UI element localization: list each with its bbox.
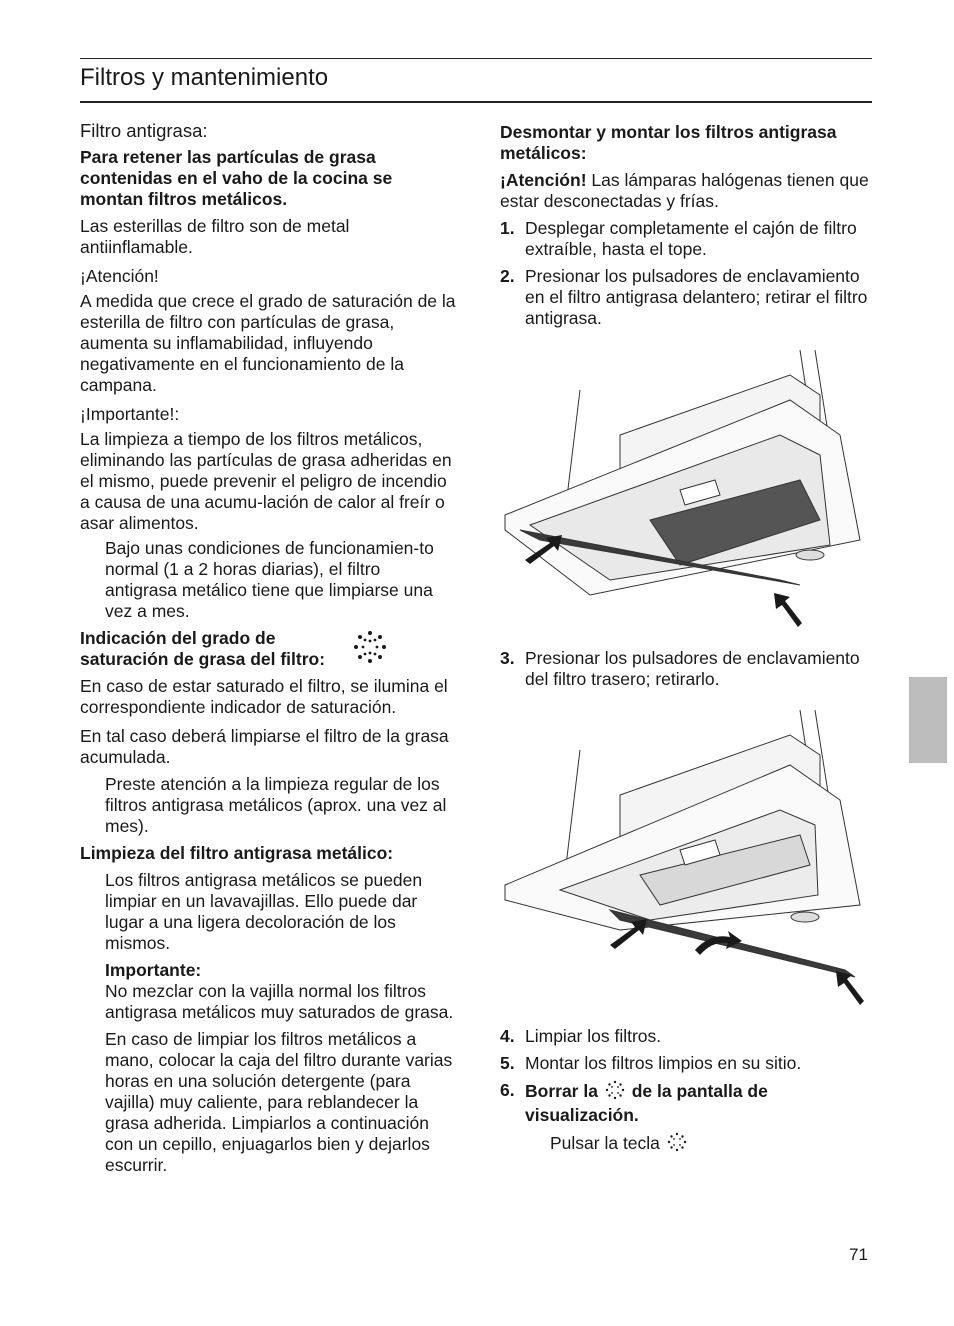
- left-column: [80, 120, 456, 1176]
- intro-text: Las esterillas de filtro son de metal antiinflamable.: [80, 216, 350, 257]
- cleaning-important-text: No mezclar con la vajilla normal los filtros antigrasa metálicos muy saturados de grasa.: [105, 981, 454, 1022]
- illustration-rear-filter: [500, 705, 875, 1010]
- step-2-text: Presionar los pulsadores de enclavamiento en el filtro antigrasa delantero; retirar el filtro antigrasa.: [525, 266, 868, 328]
- attention-text: A medida que crece el grado de saturación de la esterilla de filtro con partículas de grasa, aumenta su inflamabilidad, influyendo negativamente en el funcionamiento de la campana.: [80, 291, 456, 395]
- filter-saturation-icon: [353, 630, 387, 669]
- cleaning-text: Los filtros antigrasa metálicos se pueden limpiar en un lavavajillas. Ello puede dar lugar a una ligera decoloración de los mismos.: [105, 870, 423, 953]
- saturation-note: Preste atención a la limpieza regular de los filtros antigrasa metálicos (aprox. una vez al mes).: [105, 774, 447, 836]
- step-4-text: Limpiar los filtros.: [525, 1026, 662, 1046]
- step-4: [500, 1026, 872, 1047]
- saturation-text-2: En tal caso deberá limpiarse el filtro de la grasa acumulada.: [80, 726, 449, 767]
- step-3: [500, 648, 872, 690]
- step-5: [500, 1053, 872, 1074]
- right-attention-label: ¡Atención!: [500, 170, 587, 190]
- important-text: La limpieza a tiempo de los filtros metálicos, eliminando las partículas de grasa adheridas en el mismo, puede prevenir el peligro de incendio a causa de una acumu-lación de calor al freír o asar alimentos.: [80, 429, 452, 533]
- removal-heading: Desmontar y montar los filtros antigrasa metálicos:: [500, 122, 837, 163]
- illustration-front-filter: [500, 345, 875, 635]
- step-2: [500, 266, 872, 329]
- top-rule: [80, 58, 872, 59]
- step-5-number: 5.: [500, 1053, 515, 1073]
- right-attention-text: Las lámparas halógenas tienen que estar desconectadas y frías.: [500, 170, 869, 211]
- step-6-text-after: de la pantalla de visualización.: [525, 1081, 768, 1125]
- right-column-step3: [500, 648, 872, 696]
- attention-heading: ¡Atención!: [80, 266, 159, 286]
- cleaning-manual-text: En caso de limpiar los filtros metálicos a mano, colocar la caja del filtro durante varias horas en una solución detergente (para vajilla) muy caliente, para reblandecer la grasa adherida. Limpiarlos a continuación con un cepillo, enjuagarlos bien y dejarlos escurrir.: [105, 1029, 453, 1175]
- step-6-number: 6.: [500, 1080, 515, 1100]
- section-title: Filtro antigrasa:: [80, 120, 208, 141]
- step-5-text: Montar los filtros limpios en su sitio.: [525, 1053, 802, 1073]
- step-1-text: Desplegar completamente el cajón de filtro extraíble, hasta el tope.: [525, 218, 857, 259]
- right-column-steps-end: [500, 1026, 872, 1157]
- saturation-heading: Indicación del grado de saturación de grasa del filtro:: [80, 628, 326, 669]
- step-2-number: 2.: [500, 266, 515, 286]
- step-6-text: [525, 1080, 872, 1126]
- intro-bold: Para retener las partículas de grasa contenidas en el vaho de la cocina se montan filtros metálicos.: [80, 147, 393, 209]
- step-3-number: 3.: [500, 648, 515, 668]
- title-rule: [80, 101, 872, 103]
- step-6-instruction-text: Pulsar la tecla: [550, 1133, 660, 1153]
- saturation-text-1: En caso de estar saturado el filtro, se ilumina el correspondiente indicador de saturación.: [80, 676, 448, 717]
- saturation-heading-row: [80, 628, 456, 670]
- step-6: [500, 1080, 872, 1126]
- page-number: 71: [849, 1245, 868, 1264]
- filter-key-icon: [667, 1132, 687, 1157]
- section-tab-marker: [909, 677, 947, 763]
- cleaning-important-heading: Importante:: [105, 960, 202, 980]
- page-title: Filtros y mantenimiento: [80, 64, 329, 91]
- right-attention: [500, 170, 872, 212]
- step-6-instruction: [500, 1132, 872, 1157]
- important-heading: ¡Importante!:: [80, 404, 180, 424]
- step-6-text-before: Borrar la: [525, 1081, 598, 1101]
- filter-saturation-icon: [605, 1080, 625, 1105]
- important-note: Bajo unas condiciones de funcionamien-to normal (1 a 2 horas diarias), el filtro antigrasa metálico tiene que limpiarse una vez a mes.: [105, 538, 434, 621]
- step-4-number: 4.: [500, 1026, 515, 1046]
- right-column-top: [500, 122, 872, 335]
- step-3-text: Presionar los pulsadores de enclavamiento del filtro trasero; retirarlo.: [525, 648, 860, 689]
- cleaning-heading: Limpieza del filtro antigrasa metálico:: [80, 843, 394, 863]
- step-1-number: 1.: [500, 218, 515, 238]
- step-1: [500, 218, 872, 260]
